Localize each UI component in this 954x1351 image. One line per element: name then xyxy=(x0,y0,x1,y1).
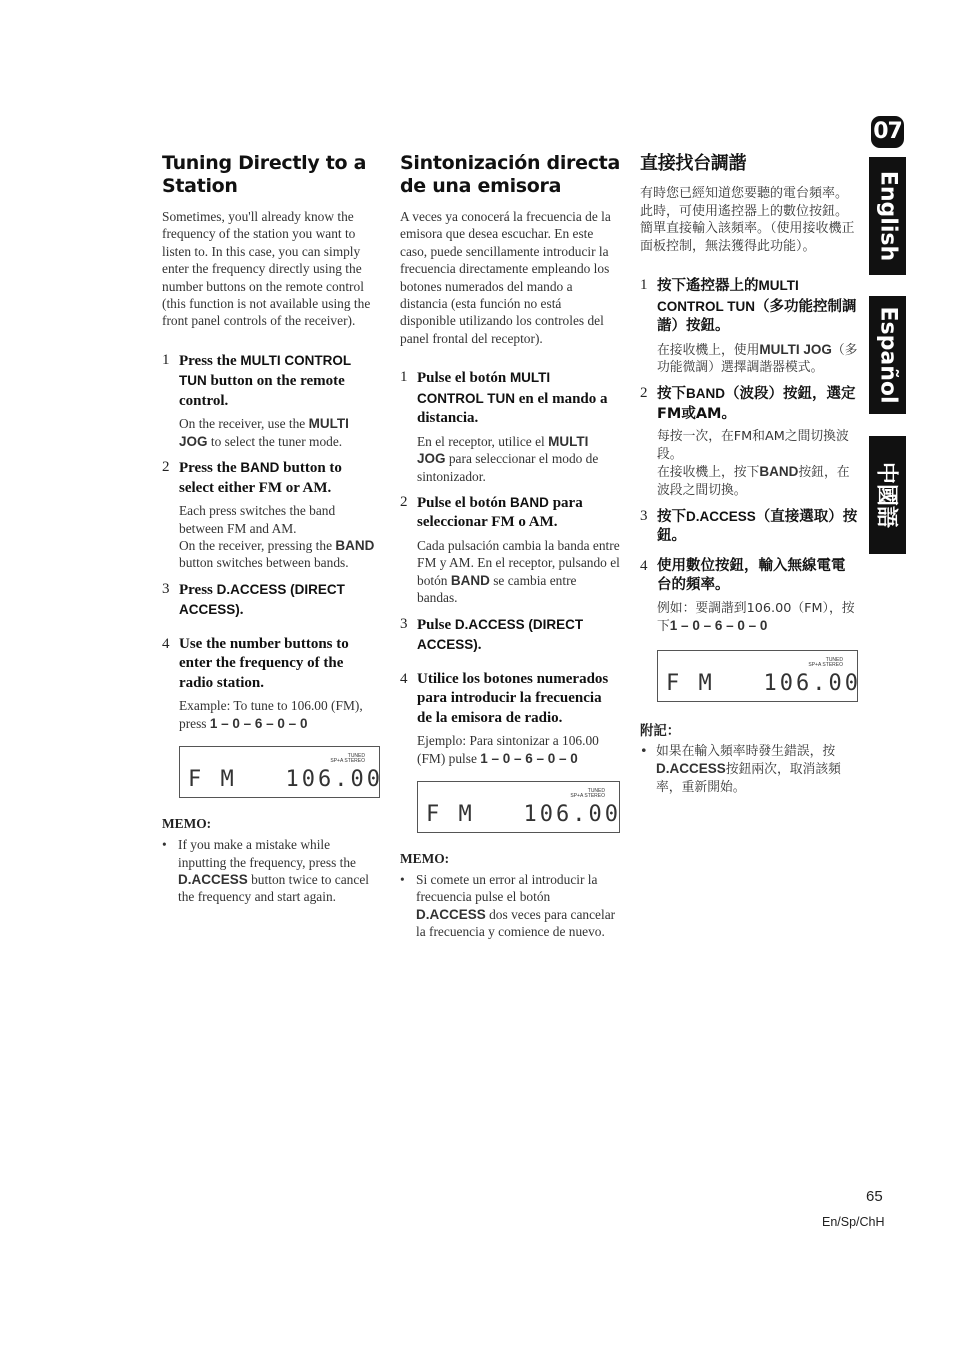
step-3: 3 Press D.ACCESS (DIRECT ACCESS). xyxy=(162,580,345,619)
memo-title: 附記： xyxy=(640,723,681,739)
lcd-readout: F M 106.00 xyxy=(426,801,621,827)
step-4: 4 Use the number buttons to enter the frequency of the radio station. xyxy=(162,635,349,691)
intro-text: 有時您已經知道您要聽的電台頻率。此時，可使用遙控器上的數位按鈕。簡單直接輸入該頻率。（使用接收機正面板控制，無法獲得此功能）。 xyxy=(640,186,855,254)
step-2-detail: Each press switches the band between FM and AM. On the receiver, pressing the BAND button switches between bands. xyxy=(179,503,375,571)
step-4: 4 使用數位按鈕，輸入無線電電台的頻率。 xyxy=(640,557,846,594)
step-3: 3 Pulse D.ACCESS (DIRECT ACCESS). xyxy=(400,615,584,654)
lcd-indicators: TUNED SP+A STEREO xyxy=(808,656,843,668)
section-title: Tuning Directly to a Station xyxy=(162,152,367,197)
memo-item: • 如果在輸入頻率時發生錯誤，按D.ACCESS按鈕兩次，取消該頻率，重新開始。 xyxy=(640,743,841,795)
step-4-example: Ejemplo: Para sintonizar a 106.00 (FM) pulse 1 – 0 – 6 – 0 – 0 xyxy=(417,733,599,766)
band-key: BAND xyxy=(240,460,280,476)
step-3: 3 按下D.ACCESS（直接選取）按鈕。 xyxy=(640,507,858,545)
step-2: 2 按下BAND（波段）按鈕，選定FM或AM。 xyxy=(640,385,856,422)
intro-text: Sometimes, you'll already know the frequency of the station you want to listen to. In this case, you can simply enter the frequency directly using the number buttons on the remote control (this function is not available using the front panel controls of the receiver). xyxy=(162,209,371,329)
intro-text: A veces ya conocerá la frecuencia de la emisora que desea escuchar. En este caso, puede sencillamente introducir la frecuencia directamente empleando los botones numerados del mando a distancia (esta función no está disponible utilizando los controles del panel frontal del receptor). xyxy=(400,209,611,346)
multi-control-tun-key: MULTI CONTROL TUN xyxy=(179,352,351,389)
step-4-example: Example: To tune to 106.00 (FM), press 1 – 0 – 6 – 0 – 0 xyxy=(179,698,363,731)
step-1: 1 Pulse el botón MULTI CONTROL TUN en el mando a distancia. xyxy=(400,369,608,427)
spanish-column xyxy=(400,152,620,941)
memo-item: • If you make a mistake while inputting the frequency, press the D.ACCESS button twice to cancel the frequency and start again. xyxy=(162,837,369,905)
step-1-detail: En el receptor, utilice el MULTI JOG para seleccionar el modo de sintonizador. xyxy=(417,433,599,484)
step-1: 1 按下遙控器上的MULTI CONTROL TUN（多功能控制調諧）按鈕。 xyxy=(640,277,857,334)
step-1: 1 Press the MULTI CONTROL TUN button on the remote control. xyxy=(162,351,351,409)
step-4: 4 Utilice los botones numerados para introducir la frecuencia de la emisora de radio. xyxy=(400,670,609,726)
step-2: 2 Pulse el botón BAND para seleccionar FM o AM. xyxy=(400,493,583,531)
step-2-detail: 每按一次，在FM和AM之間切換波段。 在接收機上，按下BAND按鈕，在波段之間切換。 xyxy=(657,429,850,498)
step-2: 2 Press the BAND button to select either FM or AM. xyxy=(162,459,342,496)
step-1-detail: On the receiver, use the MULTI JOG to select the tuner mode. xyxy=(179,416,349,449)
memo-title: MEMO: xyxy=(400,850,450,866)
chinese-column xyxy=(640,152,861,796)
tab-english[interactable]: English xyxy=(869,157,906,275)
d-access-key: D.ACCESS (DIRECT ACCESS) xyxy=(179,581,345,618)
lcd-indicators: TUNED SP+A STEREO xyxy=(330,753,365,765)
memo-item: • Si comete un error al introducir la frecuencia pulse el botón D.ACCESS dos veces para cancelar la frecuencia y comience de nuevo. xyxy=(400,871,616,940)
lcd-indicators: TUNED SP+A STEREO xyxy=(570,787,605,799)
tab-chinese[interactable]: 中國語 xyxy=(869,436,906,554)
tab-espanol[interactable]: Español xyxy=(869,296,906,414)
lcd-display xyxy=(657,650,861,702)
lcd-readout: F M 106.00 xyxy=(188,767,383,793)
section-title: 直接找台調諧 xyxy=(640,153,747,174)
step-4-example: 例如：要調諧到106.00（FM），按下1 – 0 – 6 – 0 – 0 xyxy=(657,600,855,635)
language-code: En/Sp/ChH xyxy=(822,1215,885,1229)
step-2-detail: Cada pulsación cambia la banda entre FM y AM. En el receptor, pulsando el botón BAND se cambia entre bandas. xyxy=(417,537,620,606)
section-title: Sintonización directa de una emisora xyxy=(400,152,620,197)
memo-title: MEMO: xyxy=(162,816,212,832)
lcd-display xyxy=(179,746,383,798)
english-column xyxy=(162,152,383,906)
lcd-readout: F M 106.00 xyxy=(666,670,861,696)
page-number: 65 xyxy=(866,1188,883,1205)
lcd-display xyxy=(417,781,620,833)
step-1-detail: 在接收機上，使用MULTI JOG（多功能微調）選擇調諧器模式。 xyxy=(657,341,858,375)
chapter-badge: 07 xyxy=(871,116,904,148)
